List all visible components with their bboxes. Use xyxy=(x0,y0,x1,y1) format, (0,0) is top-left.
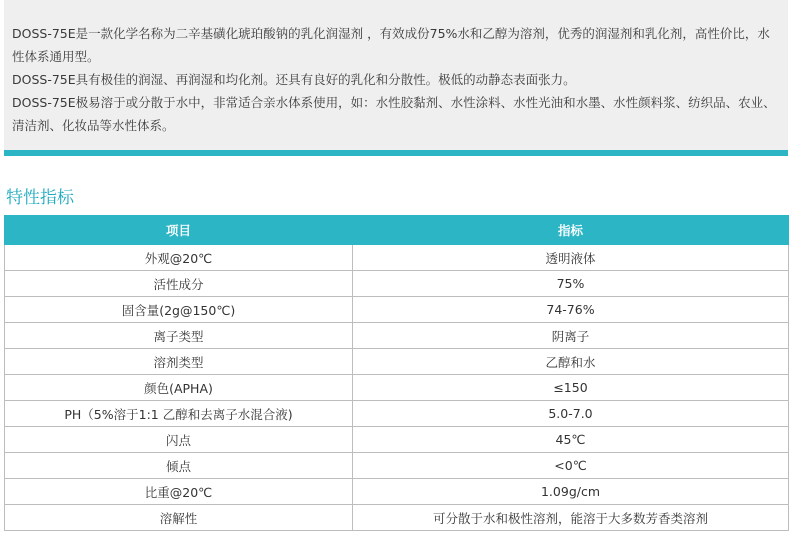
table-row xyxy=(5,505,789,531)
value-cell: 1.09g/cm xyxy=(353,479,789,505)
property-cell: 颜色(APHA) xyxy=(5,375,353,401)
header-item: 项目 xyxy=(5,216,353,245)
table-row xyxy=(5,271,789,297)
property-cell: 固含量(2g@150℃) xyxy=(5,297,353,323)
property-cell: 活性成分 xyxy=(5,271,353,297)
spec-table xyxy=(4,215,789,531)
intro-divider xyxy=(4,150,788,156)
value-cell: 透明液体 xyxy=(353,245,789,271)
property-cell: 比重@20℃ xyxy=(5,479,353,505)
value-cell: 75% xyxy=(353,271,789,297)
property-cell: 离子类型 xyxy=(5,323,353,349)
table-row xyxy=(5,479,789,505)
value-cell: <0℃ xyxy=(353,453,789,479)
table-row xyxy=(5,323,789,349)
value-cell: 阴离子 xyxy=(353,323,789,349)
property-cell: 外观@20℃ xyxy=(5,245,353,271)
table-header-row xyxy=(5,216,789,245)
value-cell: 74-76% xyxy=(353,297,789,323)
intro-paragraph-3: DOSS-75E极易溶于或分散于水中，非常适合亲水体系使用，如：水性胶黏剂、水性涂料、水性光油和水墨、水性颜料浆、纺织品、农业、清洁剂、化妆品等水性体系。 xyxy=(12,95,776,133)
table-row xyxy=(5,349,789,375)
value-cell: 5.0-7.0 xyxy=(353,401,789,427)
value-cell: ≤150 xyxy=(353,375,789,401)
value-cell: 乙醇和水 xyxy=(353,349,789,375)
table-row xyxy=(5,453,789,479)
property-cell: PH（5%溶于1:1 乙醇和去离子水混合液) xyxy=(5,401,353,427)
header-value: 指标 xyxy=(353,216,789,245)
property-cell: 闪点 xyxy=(5,427,353,453)
intro-paragraph-1: DOSS-75E是一款化学名称为二辛基磺化琥珀酸钠的乳化润湿剂 ，有效成份75%水和乙醇为溶剂，优秀的润湿剂和乳化剂，高性价比，水性体系通用型。 xyxy=(12,26,770,64)
value-cell: 45℃ xyxy=(353,427,789,453)
table-row xyxy=(5,401,789,427)
table-row xyxy=(5,375,789,401)
property-cell: 溶剂类型 xyxy=(5,349,353,375)
intro-paragraph-2: DOSS-75E具有极佳的润湿、再润湿和均化剂。还具有良好的乳化和分散性。极低的动静态表面张力。 xyxy=(12,72,576,87)
property-cell: 溶解性 xyxy=(5,505,353,531)
table-row xyxy=(5,427,789,453)
value-cell: 可分散于水和极性溶剂，能溶于大多数芳香类溶剂 xyxy=(353,505,789,531)
property-cell: 倾点 xyxy=(5,453,353,479)
table-row xyxy=(5,297,789,323)
product-intro xyxy=(4,0,788,150)
section-title: 特性指标 xyxy=(6,188,74,208)
table-row xyxy=(5,245,789,271)
